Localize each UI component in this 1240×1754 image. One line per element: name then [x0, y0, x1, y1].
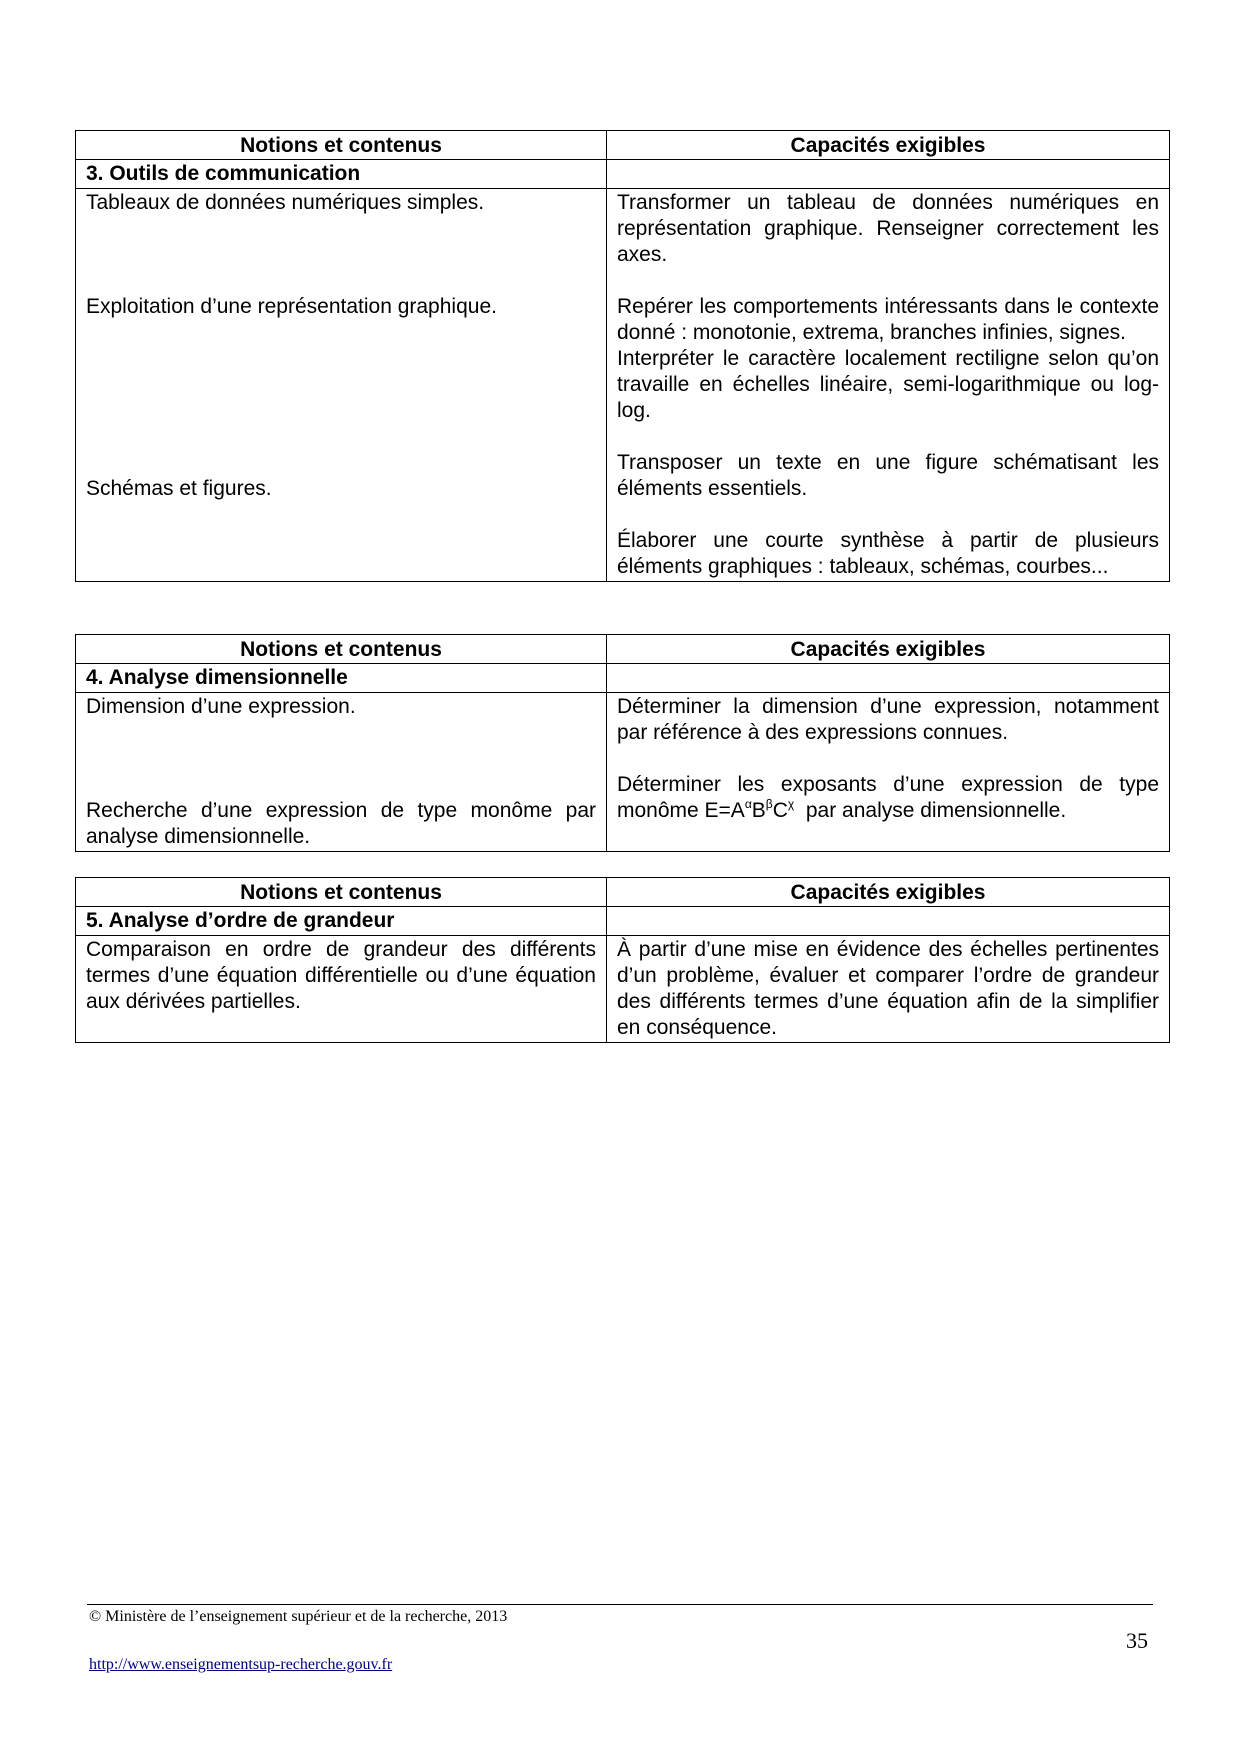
capacite-text: Transposer un texte en une figure schématisant les éléments essentiels. [617, 451, 1159, 500]
capacites-cell [607, 693, 1170, 852]
table-header-row [76, 131, 1170, 160]
footer-copyright: © Ministère de l’enseignement supérieur et de la recherche, 2013 [89, 1608, 508, 1625]
section-empty-cell [607, 664, 1170, 693]
header-capacites: Capacités exigibles [607, 878, 1170, 907]
capacites-cell [607, 936, 1170, 1043]
formula-text-before: Déterminer les exposants d’une expression de type monôme E=A [617, 773, 1159, 822]
section-row [76, 664, 1170, 693]
capacite-text: Élaborer une courte synthèse à partir de plusieurs éléments graphiques : tableaux, schémas, courbes... [617, 529, 1159, 578]
exponent-beta: β [765, 797, 773, 811]
formula-b: B [751, 799, 766, 822]
table-ordre-de-grandeur [75, 877, 1170, 1043]
capacite-text: À partir d’une mise en évidence des échelles pertinentes d’un problème, évaluer et comparer l’ordre de grandeur des différents termes d’une équation afin de la simplifier en conséquence. [617, 938, 1159, 1039]
notion-text: Recherche d’une expression de type monôme par analyse dimensionnelle. [86, 799, 596, 848]
exponent-chi: χ [787, 797, 795, 811]
section-title: 3. Outils de communication [76, 160, 607, 189]
notion-text: Comparaison en ordre de grandeur des différents termes d’une équation différentielle ou d’une équation aux dérivées partielles. [86, 938, 596, 1013]
header-notions: Notions et contenus [76, 635, 607, 664]
header-capacites: Capacités exigibles [607, 635, 1170, 664]
formula-c: C [772, 799, 788, 822]
table-header-row [76, 635, 1170, 664]
capacite-text: Repérer les comportements intéressants dans le contexte donné : monotonie, extrema, branches infinies, signes. [617, 295, 1159, 344]
notion-text: Dimension d’une expression. [86, 695, 356, 718]
table-row [76, 189, 1170, 582]
header-notions: Notions et contenus [76, 131, 607, 160]
notions-cell [76, 693, 607, 852]
section-empty-cell [607, 160, 1170, 189]
section-row [76, 160, 1170, 189]
notions-cell [76, 936, 607, 1043]
table-analyse-dimensionnelle [75, 634, 1170, 852]
header-capacites: Capacités exigibles [607, 131, 1170, 160]
section-row [76, 907, 1170, 936]
table-outils-communication [75, 130, 1170, 582]
formula-text-after: par analyse dimensionnelle. [794, 799, 1067, 822]
capacites-cell [607, 189, 1170, 582]
notion-text: Schémas et figures. [86, 477, 272, 500]
notions-cell [76, 189, 607, 582]
capacite-formula [617, 772, 1159, 824]
section-empty-cell [607, 907, 1170, 936]
table-row [76, 936, 1170, 1043]
section-title: 5. Analyse d’ordre de grandeur [76, 907, 607, 936]
section-title: 4. Analyse dimensionnelle [76, 664, 607, 693]
table-row [76, 693, 1170, 852]
footer-divider [87, 1604, 1153, 1605]
table-header-row [76, 878, 1170, 907]
capacite-text: Déterminer la dimension d’une expression, notamment par référence à des expressions connues. [617, 695, 1159, 744]
footer-link[interactable]: http://www.enseignementsup-recherche.gouv.fr [89, 1656, 393, 1673]
notion-text: Exploitation d’une représentation graphique. [86, 295, 497, 318]
header-notions: Notions et contenus [76, 878, 607, 907]
page-number: 35 [1126, 1628, 1148, 1653]
capacite-text: Interpréter le caractère localement rectiligne selon qu’on travaille en échelles linéaire, semi-logarithmique ou log-log. [617, 347, 1159, 422]
capacite-text: Transformer un tableau de données numériques en représentation graphique. Renseigner correctement les axes. [617, 191, 1159, 266]
notion-text: Tableaux de données numériques simples. [86, 191, 485, 214]
exponent-alpha: α [744, 797, 752, 811]
